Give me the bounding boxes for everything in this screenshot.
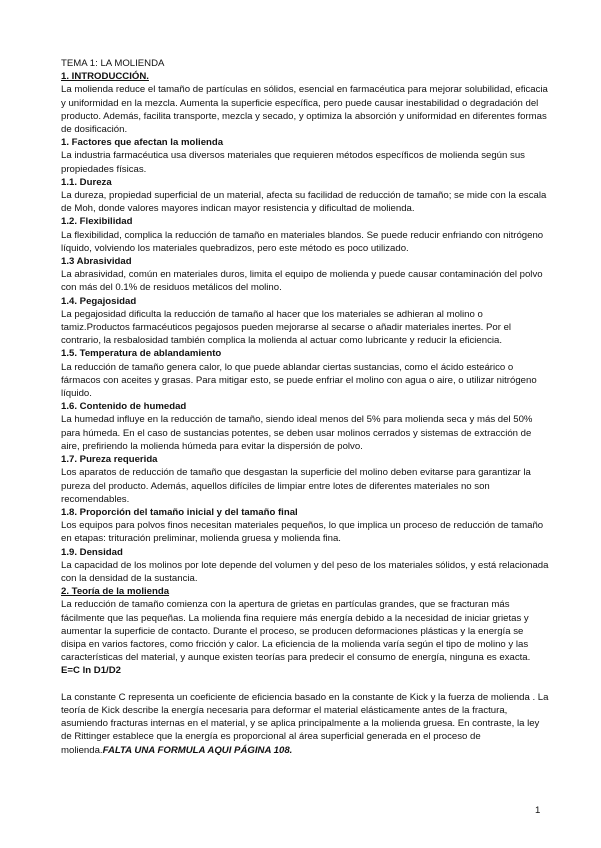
section-text-densidad: La capacidad de los molinos por lote depende del volumen y del peso de los materiales sólidos, y está relacionada con la densidad de la sustancia. [61, 559, 549, 584]
closing-note: FALTA UNA FORMULA AQUI PÁGINA 108. [102, 744, 293, 756]
section-text-proporcion: Los equipos para polvos finos necesitan materiales pequeños, lo que implica un proceso de reducción de tamaño en etapas: trituración preliminar, molienda gruesa y molienda fina. [61, 520, 544, 545]
section-heading-flexibilidad: 1.2. Flexibilidad [61, 216, 133, 228]
blank-line [61, 678, 549, 691]
document-body [61, 57, 549, 757]
section-text-humedad: La humedad influye en la reducción de tamaño, siendo ideal menos del 5% para molienda seca y más del 50% para húmeda. En el caso de sustancias potentes, se deben usar molinos cerrados y sistemas de extracción de aire, prefiriendo la molienda húmeda para evitar la dispersión de polvo. [61, 414, 533, 452]
section-text-intro: La molienda reduce el tamaño de partículas en sólidos, esencial en farmacéutica para mejorar solubilidad, eficacia y uniformidad en la mezcla. Aumenta la superficie específica, pero puede causar inestabilidad o degradación del producto. Además, facilita transporte, mezcla y secado, y optimiza la absorción y uniformidad en diferentes formas de dosificación. [61, 84, 548, 136]
section-heading-abrasividad: 1.3 Abrasividad [61, 256, 132, 268]
section-text-teoria: La reducción de tamaño comienza con la apertura de grietas en partículas grandes, que se fracturan más fácilmente que las pequeñas. La molienda fina requiere más energía debido a la necesidad de iniciar grietas y aumentar la superficie de contacto. Durante el proceso, se producen deformaciones plásticas y la energía se disipa en varios factores, como fricción y calor. La eficiencia de la molienda varía según el tipo de molino y las características del material, y aunque existen teorías para predecir el consumo de energía, ninguna es exacta. [61, 599, 531, 664]
section-text-temperatura: La reducción de tamaño genera calor, lo que puede ablandar ciertas sustancias, como el ácido esteárico o fármacos con aceites y grasas. Para mitigar esto, se puede enfriar el molino con agua o aire, o utilizar nitrógeno líquido. [61, 361, 537, 400]
section-text-factores: La industria farmacéutica usa diversos materiales que requieren métodos específicos de molienda según sus propiedades físicas. [61, 150, 525, 175]
section-heading-proporcion: 1.8. Proporción del tamaño inicial y del tamaño final [61, 506, 298, 518]
section-heading-humedad: 1.6. Contenido de humedad [61, 401, 187, 413]
closing-paragraph [61, 691, 549, 757]
closing-text: La constante C representa un coeficiente de eficiencia basado en la constante de Kick y la fuerza de molienda . La teoría de Kick describe la energía necesaria para deformar el material elásticamente antes de la fractura, asumiendo fracturas internas en el material, y se aplica principalmente a la molienda gruesa. En contraste, la ley de Rittinger establece que la energía es proporcional al área superficial generada en el proceso de molienda. [61, 691, 549, 756]
section-text-flexibilidad: La flexibilidad, complica la reducción de tamaño en materiales blandos. Se puede reducir enfriando con nitrógeno líquido, volviendo los materiales quebradizos, pero este método es poco utilizado. [61, 229, 544, 254]
section-heading-dureza: 1.1. Dureza [61, 176, 112, 188]
section-heading-pegajosidad: 1.4. Pegajosidad [61, 295, 137, 307]
section-heading-intro: 1. INTRODUCCIÓN. [61, 71, 149, 83]
page-title: TEMA 1: LA MOLIENDA [61, 58, 165, 69]
formula: E=C ln D1/D2 [61, 665, 121, 677]
section-heading-teoria: 2. Teoría de la molienda [61, 586, 170, 598]
page-number: 1 [535, 805, 541, 816]
section-text-abrasividad: La abrasividad, común en materiales duros, limita el equipo de molienda y puede causar contaminación del polvo con más del 0.1% de residuos metálicos del molino. [61, 269, 543, 294]
section-heading-temperatura: 1.5. Temperatura de ablandamiento [61, 348, 222, 360]
section-heading-factores: 1. Factores que afectan la molienda [61, 137, 224, 149]
section-text-dureza: La dureza, propiedad superficial de un material, afecta su facilidad de reducción de tamaño; se mide con la escala de Moh, donde valores mayores indican mayor resistencia y dificultad de molienda. [61, 190, 547, 215]
section-text-pegajosidad: La pegajosidad dificulta la reducción de tamaño al hacer que los materiales se adhieran al molino o tamiz.Productos farmacéuticos pegajosos pueden mejorarse al secarse o añadir materiales inertes. Por el contrario, la resbalosidad también complica la molienda al actuar como lubricante y reducir la eficiencia. [61, 308, 512, 347]
section-heading-densidad: 1.9. Densidad [61, 546, 123, 558]
section-text-pureza: Los aparatos de reducción de tamaño que desgastan la superficie del molino deben evitarse para garantizar la pureza del producto. Además, aquellos difíciles de limpiar entre lotes de diferentes materiales no son recomendables. [61, 467, 531, 505]
section-heading-pureza: 1.7. Pureza requerida [61, 454, 158, 466]
